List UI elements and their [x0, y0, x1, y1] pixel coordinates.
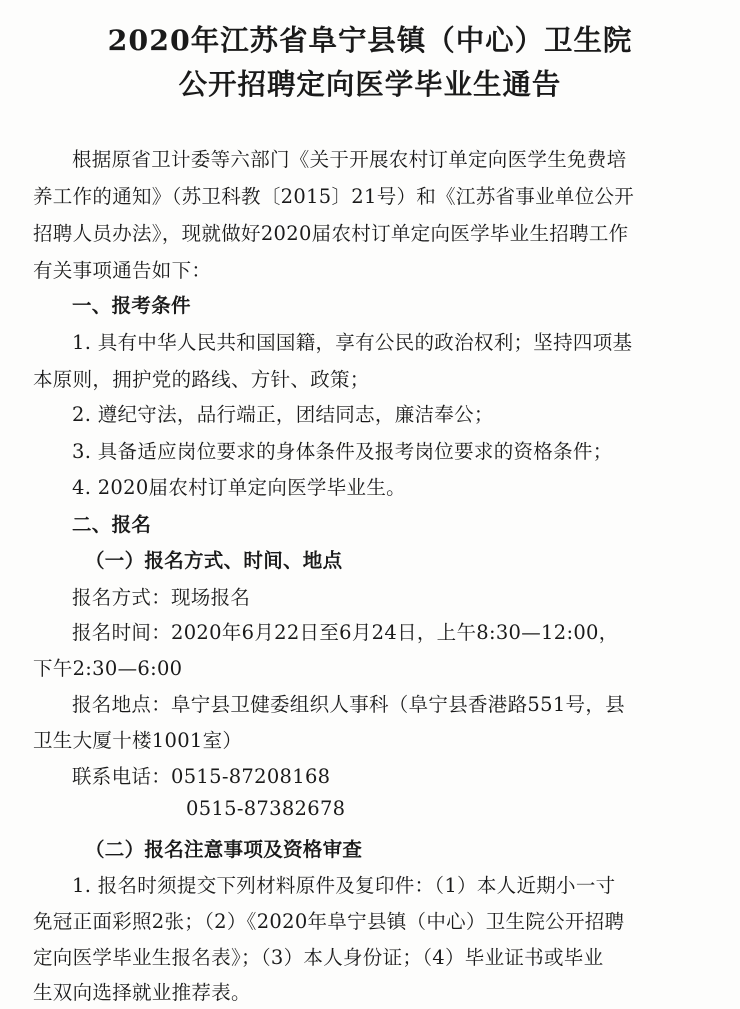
- registration-place-line-1: 报名地点：阜宁县卫健委组织人事科（阜宁县香港路551号，县: [72, 693, 625, 716]
- intro-line-4: 有关事项通告如下：: [33, 259, 212, 282]
- registration-time-line-2: 下午2:30—6:00: [33, 657, 183, 680]
- section-1-item-3: 3. 具备适应岗位要求的身体条件及报考岗位要求的资格条件；: [72, 440, 613, 463]
- section-1-heading: 一、报考条件: [72, 294, 191, 317]
- intro-line-2: 养工作的通知》（苏卫科教〔2015〕21号）和《江苏省事业单位公开: [33, 185, 635, 208]
- materials-line-1: 1. 报名时须提交下列材料原件及复印件：（1）本人近期小一寸: [72, 874, 616, 897]
- intro-line-3: 招聘人员办法》，现就做好2020届农村订单定向医学毕业生招聘工作: [33, 222, 629, 245]
- registration-place-line-2: 卫生大厦十楼1001室）: [33, 729, 243, 752]
- contact-phone-line-2: 0515-87382678: [186, 797, 346, 820]
- document-title-line-2: 公开招聘定向医学毕业生通告: [178, 67, 562, 101]
- section-2-heading: 二、报名: [72, 513, 152, 536]
- document-title-line-1: 2020年江苏省阜宁县镇（中心）卫生院: [107, 23, 633, 57]
- section-1-item-4: 4. 2020届农村订单定向医学毕业生。: [72, 476, 406, 499]
- registration-method: 报名方式：现场报名: [72, 586, 251, 609]
- contact-phone-line-1: 联系电话：0515-87208168: [72, 765, 331, 788]
- materials-line-4: 生双向选择就业推荐表。: [33, 981, 251, 1004]
- section-2-sub-1-heading: （一）报名方式、时间、地点: [85, 549, 343, 572]
- registration-time-line-1: 报名时间：2020年6月22日至6月24日，上午8:30—12:00，: [72, 621, 619, 644]
- section-1-item-2: 2. 遵纪守法，品行端正，团结同志，廉洁奉公；: [72, 403, 494, 426]
- section-2-sub-2-heading: （二）报名注意事项及资格审查: [85, 838, 363, 861]
- section-1-item-1-line-1: 1. 具有中华人民共和国国籍，享有公民的政治权利；坚持四项基: [72, 331, 633, 354]
- materials-line-3: 定向医学毕业生报名表》；（3）本人身份证；（4）毕业证书或毕业: [33, 946, 604, 969]
- section-1-item-1-line-2: 本原则，拥护党的路线、方针、政策；: [33, 368, 370, 391]
- materials-line-2: 免冠正面彩照2张；（2）《2020年阜宁县镇（中心）卫生院公开招聘: [33, 910, 625, 933]
- intro-line-1: 根据原省卫计委等六部门《关于开展农村订单定向医学生免费培: [72, 148, 627, 171]
